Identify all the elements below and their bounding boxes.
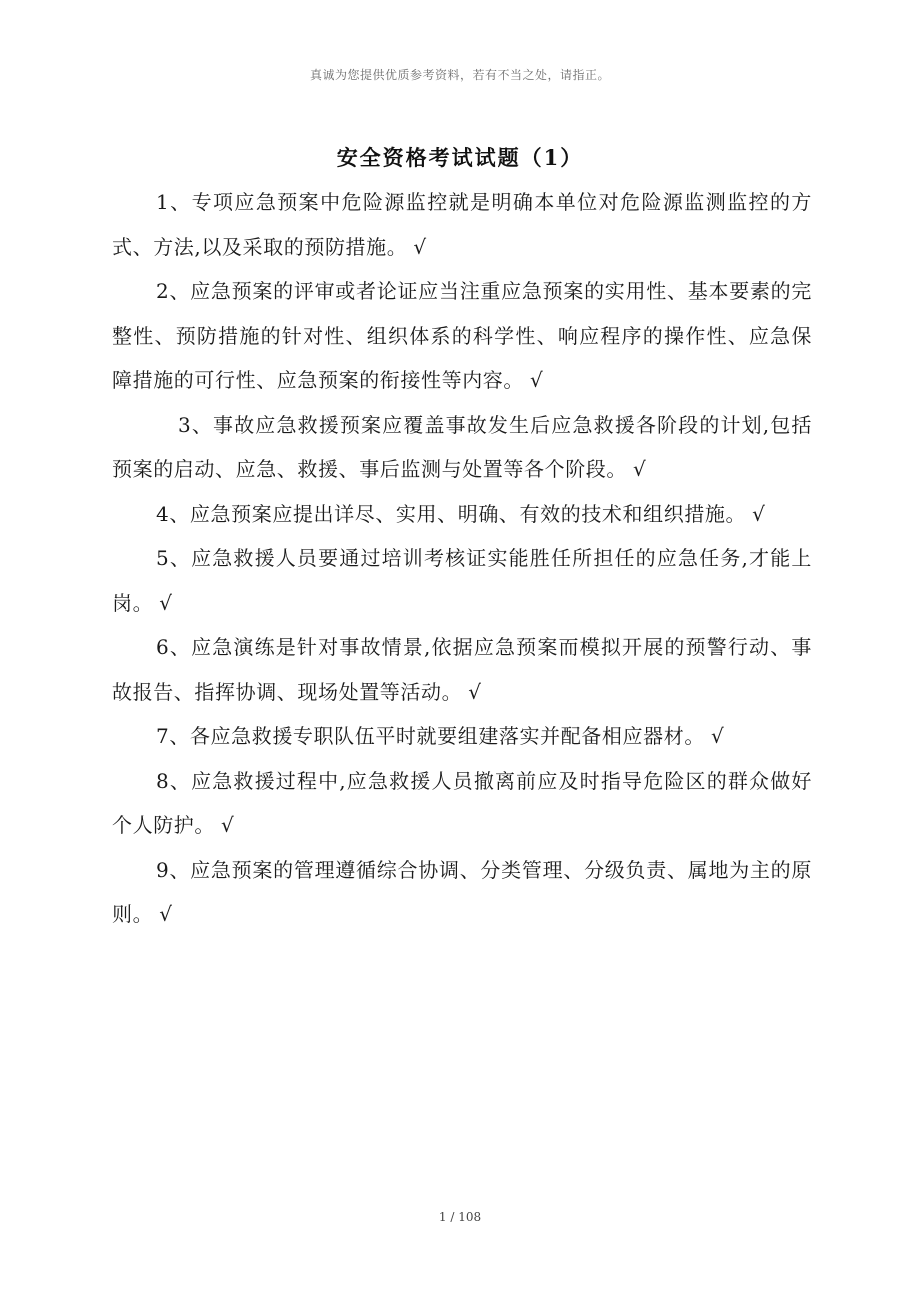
check-mark: √ — [633, 457, 647, 481]
check-mark: √ — [530, 368, 544, 392]
question-item — [112, 536, 812, 625]
question-item — [112, 848, 812, 937]
question-item — [112, 492, 812, 537]
page-title: 安全资格考试试题（1） — [336, 145, 584, 170]
check-mark: √ — [159, 902, 173, 926]
question-item — [112, 625, 812, 714]
question-item — [112, 180, 812, 269]
check-mark: √ — [710, 724, 725, 748]
question-text: 8、应急救援过程中,应急救援人员撤离前应及时指导危险区的群众做好个人防护。 — [112, 768, 812, 837]
question-item — [112, 403, 812, 492]
page-number: 1 / 108 — [438, 1210, 482, 1224]
question-text: 1、专项应急预案中危险源监控就是明确本单位对危险源监测监控的方式、方法,以及采取的预防措施。 — [112, 190, 812, 259]
check-mark: √ — [468, 679, 482, 704]
question-text: 9、应急预案的管理遵循综合协调、分类管理、分级负责、属地为主的原则。 — [112, 857, 812, 926]
check-mark: √ — [752, 501, 766, 526]
question-item — [112, 714, 812, 759]
header-note: 真诚为您提供优质参考资料，若有不当之处，请指正。 — [309, 68, 610, 82]
question-text: 5、应急救援人员要通过培训考核证实能胜任所担任的应急任务,才能上岗。 — [112, 546, 812, 615]
question-text: 2、应急预案的评审或者论证应当注重应急预案的实用性、基本要素的完整性、预防措施的针对性、组织体系的科学性、响应程序的操作性、应急保障措施的可行性、应急预案的衔接性等内容。 — [112, 279, 812, 392]
question-text: 4、应急预案应提出详尽、实用、明确、有效的技术和组织措施。 — [156, 501, 747, 526]
question-text: 3、事故应急救援预案应覆盖事故发生后应急救援各阶段的计划,包括预案的启动、应急、救援、事后监测与处置等各个阶段。 — [112, 412, 812, 481]
question-list — [112, 180, 812, 937]
question-text: 7、各应急救援专职队伍平时就要组建落实并配备相应器材。 — [156, 724, 705, 748]
question-item — [112, 269, 812, 403]
question-text: 6、应急演练是针对事故情景,依据应急预案而模拟开展的预警行动、事故报告、指挥协调、现场处置等活动。 — [112, 635, 812, 704]
check-mark: √ — [221, 813, 235, 837]
check-mark: √ — [413, 234, 427, 259]
question-item — [112, 759, 812, 848]
check-mark: √ — [159, 590, 173, 615]
